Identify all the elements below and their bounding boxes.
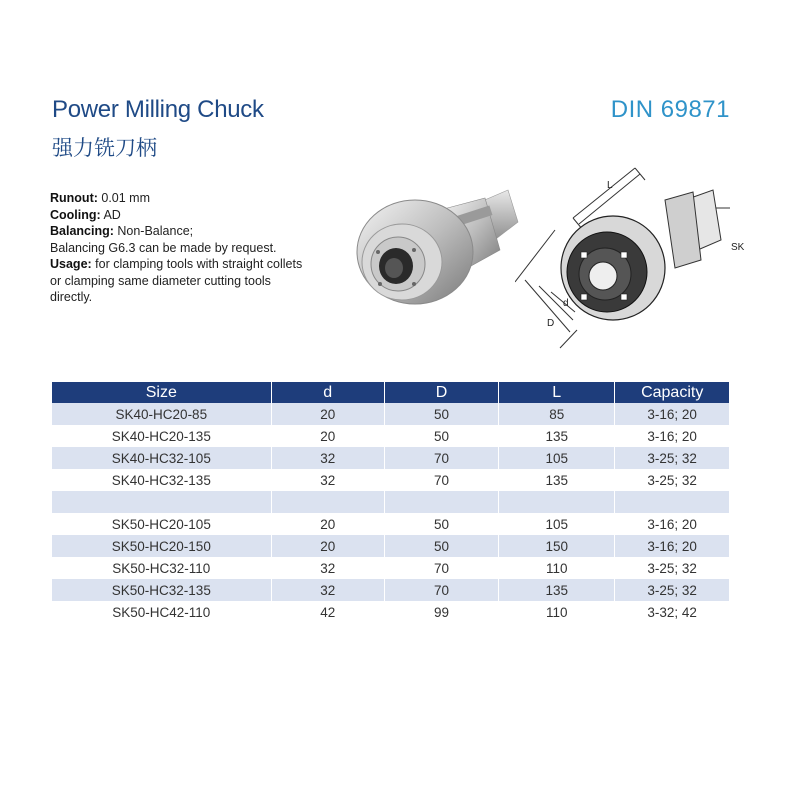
cell-capacity: 3-16; 20 bbox=[647, 516, 697, 532]
drawing-label-SK: SK bbox=[731, 242, 745, 253]
cell-D: 99 bbox=[384, 601, 498, 623]
cell-L: 135 bbox=[499, 425, 615, 447]
din-standard: DIN 69871 bbox=[610, 96, 730, 123]
spec-list bbox=[50, 190, 310, 306]
cell-capacity: 3-25; 32 bbox=[647, 472, 697, 488]
cell-capacity: 3-25; 32 bbox=[615, 579, 729, 601]
cell-L: 85 bbox=[499, 403, 615, 425]
table-row bbox=[52, 447, 729, 469]
table-row bbox=[52, 557, 729, 579]
cell-size: SK40-HC20-135 bbox=[52, 425, 271, 447]
cell-L: 105 bbox=[499, 447, 615, 469]
cell-size: SK40-HC20-85 bbox=[52, 403, 271, 425]
product-subtitle: 强力铣刀柄 bbox=[52, 136, 157, 160]
cell-d: 20 bbox=[271, 403, 384, 425]
cell-L: 110 bbox=[499, 557, 615, 579]
cell-L: 135 bbox=[499, 579, 615, 601]
table-body bbox=[52, 403, 729, 623]
cell-capacity: 3-32; 42 bbox=[647, 604, 697, 620]
product-title: Power Milling Chuck bbox=[52, 96, 264, 123]
table-row bbox=[52, 425, 729, 447]
cell-d: 32 bbox=[271, 447, 384, 469]
cell-D: 50 bbox=[384, 535, 498, 557]
balancing-value: Non-Balance; bbox=[113, 224, 194, 238]
cell-d bbox=[271, 491, 384, 513]
cell-L: 105 bbox=[499, 513, 615, 535]
cell-size: SK50-HC32-135 bbox=[52, 579, 271, 601]
cell-D: 70 bbox=[384, 447, 498, 469]
cell-L: 135 bbox=[499, 469, 615, 491]
cell-L: 110 bbox=[499, 601, 615, 623]
cell-D: 50 bbox=[384, 403, 498, 425]
runout-value: 0.01 mm bbox=[97, 191, 151, 205]
table-header-row bbox=[52, 382, 729, 403]
table-row bbox=[52, 601, 729, 623]
cell-d: 42 bbox=[271, 601, 384, 623]
header-capacity: Capacity bbox=[615, 382, 729, 403]
table-row bbox=[52, 403, 729, 425]
header-size: Size bbox=[52, 382, 271, 403]
cooling-label: Cooling: bbox=[50, 207, 101, 222]
table-row bbox=[52, 535, 729, 557]
table-row bbox=[52, 491, 729, 513]
table-row bbox=[52, 469, 729, 491]
header-L: L bbox=[499, 382, 615, 403]
cell-D: 70 bbox=[384, 469, 498, 491]
cell-L: 150 bbox=[499, 535, 615, 557]
cell-D: 70 bbox=[384, 557, 498, 579]
balancing-label: Balancing: bbox=[50, 224, 114, 238]
cell-size bbox=[52, 491, 271, 513]
cell-d: 32 bbox=[271, 557, 384, 579]
header-D: D bbox=[384, 382, 498, 403]
drawing-label-d: d bbox=[563, 298, 569, 309]
cell-size: SK50-HC42-110 bbox=[52, 601, 271, 623]
cell-size: SK50-HC20-105 bbox=[52, 513, 271, 535]
size-table bbox=[52, 382, 729, 623]
chuck-technical-drawing bbox=[515, 160, 755, 360]
cell-d: 32 bbox=[271, 579, 384, 601]
cell-capacity: 3-25; 32 bbox=[615, 447, 729, 469]
drawing-label-L: L bbox=[607, 180, 613, 191]
cell-D: 70 bbox=[384, 579, 498, 601]
cell-size: SK40-HC32-105 bbox=[52, 447, 271, 469]
usage-label: Usage: bbox=[50, 257, 92, 271]
cell-L bbox=[499, 491, 615, 513]
cell-d: 32 bbox=[271, 469, 384, 491]
cell-size: SK40-HC32-135 bbox=[52, 469, 271, 491]
cell-capacity: 3-16; 20 bbox=[615, 535, 729, 557]
cell-D: 50 bbox=[384, 425, 498, 447]
cell-d: 20 bbox=[271, 425, 384, 447]
cell-D bbox=[384, 491, 498, 513]
cell-size: SK50-HC20-150 bbox=[52, 535, 271, 557]
runout-label: Runout: bbox=[50, 191, 98, 205]
cell-capacity bbox=[615, 491, 729, 513]
cell-d: 20 bbox=[271, 513, 384, 535]
cell-capacity: 3-16; 20 bbox=[647, 428, 697, 444]
cell-size: SK50-HC32-110 bbox=[52, 557, 271, 579]
table-row bbox=[52, 579, 729, 601]
cell-D: 50 bbox=[384, 513, 498, 535]
spec-cooling bbox=[50, 207, 310, 224]
table-row bbox=[52, 513, 729, 535]
cell-d: 20 bbox=[271, 535, 384, 557]
spec-usage bbox=[50, 256, 310, 306]
spec-runout bbox=[50, 190, 310, 207]
spec-balancing bbox=[50, 223, 310, 240]
cell-capacity: 3-16; 20 bbox=[615, 403, 729, 425]
header-d: d bbox=[271, 382, 384, 403]
balancing-note: Balancing G6.3 can be made by request. bbox=[50, 240, 277, 255]
chuck-photo bbox=[340, 180, 530, 315]
cell-capacity: 3-25; 32 bbox=[647, 560, 697, 576]
usage-value: for clamping tools with straight collets or clamping same diameter cutting tools directly. bbox=[50, 257, 303, 304]
drawing-label-D: D bbox=[547, 318, 555, 329]
cooling-value: AD bbox=[100, 207, 121, 222]
